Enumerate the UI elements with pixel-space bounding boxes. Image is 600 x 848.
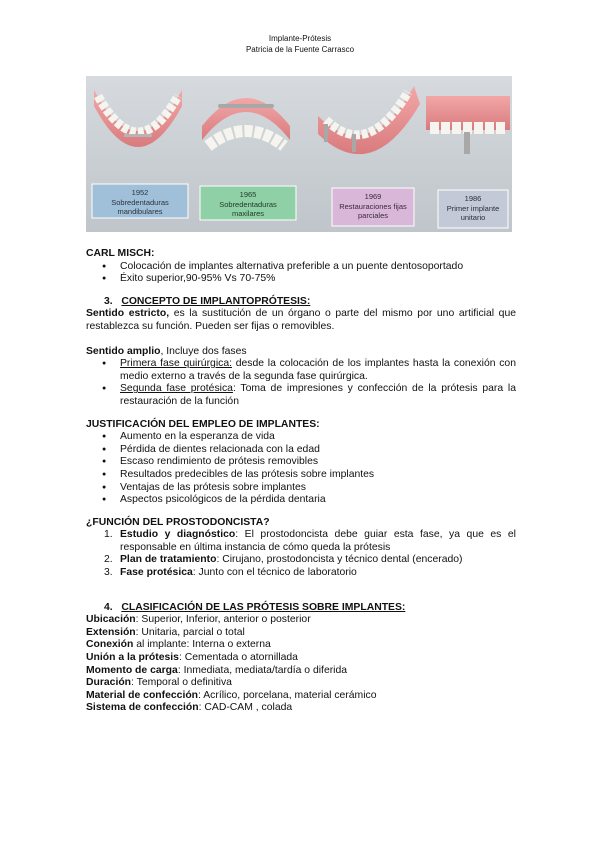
item-label: Fase protésica: [120, 567, 193, 579]
list-item: ● Aumento en la esperanza de vida: [120, 431, 516, 444]
row-text: : Temporal o definitiva: [131, 677, 232, 689]
caption-text: Restauraciones fijas: [339, 202, 407, 211]
header-author: Patricia de la Fuente Carrasco: [245, 45, 355, 54]
list-item: ● Éxito superior,90-95% Vs 70-75%: [120, 273, 516, 286]
row-text: : Inmediata, mediata/tardía o diferida: [177, 664, 348, 676]
strict-sense-text: es la sustitución de un órgano o parte del mismo por uno artificial que restablezca su función. Pueden ser fijas o removibles.: [86, 308, 517, 332]
phase-text: : Toma de impresiones y confección de la prótesis para la restauración de la función: [120, 383, 516, 407]
caption-text: parciales: [357, 211, 389, 220]
caption-text: unitario: [460, 213, 486, 222]
caption-box-1969: [332, 188, 414, 226]
implant-history-figure: [86, 76, 512, 232]
caption-text: Sobredentaduras: [219, 200, 277, 209]
section-title: CONCEPTO DE IMPLANTOPRÓTESIS:: [121, 295, 311, 307]
row-text: : Unitaria, parcial o total: [135, 626, 245, 638]
prosthodontist-list: [86, 529, 516, 579]
row-label: Extensión: [86, 626, 136, 638]
row-label: Sistema de confección: [86, 702, 199, 714]
row-text: : Superior, Inferior, anterior o posterior: [135, 614, 311, 626]
list-item: [120, 358, 516, 383]
classification-row: [86, 639, 516, 652]
misch-title: CARL MISCH:: [86, 248, 155, 259]
caption-text: maxilares: [231, 209, 265, 218]
list-item: [86, 529, 516, 554]
caption-box-1952: [92, 184, 188, 218]
caption-year: 1986: [464, 194, 482, 203]
row-text: : Acrílico, porcelana, material cerámico: [198, 689, 377, 701]
implant-history-illustration: [86, 76, 512, 232]
classification-row: [86, 627, 516, 640]
justification-list: [86, 431, 516, 507]
justification-title: JUSTIFICACIÓN DEL EMPLEO DE IMPLANTES:: [86, 418, 320, 430]
item-text: : El prostodoncista debe guiar esta fase, ya que es el responsable en última instancia de cómo queda la prótesis: [120, 529, 516, 553]
caption-box-1965: [200, 186, 296, 220]
row-label: Material de confección: [86, 689, 199, 701]
phase-label: Segunda fase protésica: [120, 383, 233, 395]
classification-row: [86, 614, 516, 627]
list-item: ● Aspectos psicológicos de la pérdida dentaria: [120, 494, 516, 507]
classification-row: [86, 665, 516, 678]
row-label: Conexión: [86, 639, 134, 651]
caption-text: Primer implante: [446, 204, 500, 213]
list-item: ● Ventajas de las prótesis sobre implantes: [120, 482, 516, 495]
caption-year: 1952: [131, 188, 149, 197]
list-item: ● Pérdida de dientes relacionada con la edad: [120, 444, 516, 457]
phase-label: Primera fase quirúrgica:: [120, 358, 232, 370]
list-item: ● Resultados predecibles de las prótesis sobre implantes: [120, 469, 516, 482]
row-text: : Cementada o atornillada: [178, 652, 298, 664]
misch-list: [86, 261, 516, 286]
broad-sense-text: , Incluye dos fases: [160, 345, 247, 357]
classification-row: [86, 677, 516, 690]
row-text: al implante: Interna o externa: [133, 639, 271, 651]
phase-text: desde la colocación de los implantes hasta la conexión con medio externo a través de la segunda fase quirúrgica.: [120, 358, 516, 382]
broad-sense-label: Sentido amplio: [86, 345, 161, 357]
list-item: ● Escaso rendimiento de prótesis removibles: [120, 456, 516, 469]
caption-year: 1965: [239, 190, 257, 199]
list-item: [120, 383, 516, 408]
row-label: Duración: [86, 677, 132, 689]
caption-box-1986: [438, 190, 508, 228]
list-item: [86, 554, 516, 567]
item-number: 1.: [104, 529, 113, 541]
classification-row: [86, 652, 516, 665]
document-body: [86, 248, 516, 715]
item-label: Estudio y diagnóstico: [120, 529, 236, 541]
list-item: [86, 567, 516, 580]
section-number: 4.: [104, 601, 113, 613]
caption-year: 1969: [364, 192, 382, 201]
section-4-heading: [86, 602, 516, 615]
caption-text: mandibulares: [117, 207, 163, 216]
phases-list: [86, 358, 516, 408]
row-label: Momento de carga: [86, 664, 178, 676]
header-title: Implante-Prótesis: [268, 34, 332, 43]
classification-row: [86, 702, 516, 715]
strict-sense-label: Sentido estricto,: [86, 308, 170, 320]
row-label: Ubicación: [86, 614, 136, 626]
section-title: CLASIFICACIÓN DE LAS PRÓTESIS SOBRE IMPLANTES:: [121, 601, 406, 613]
item-label: Plan de tratamiento: [120, 554, 217, 566]
strict-sense-paragraph: [86, 308, 516, 333]
broad-sense-paragraph: [86, 346, 516, 359]
caption-text: Sobredentaduras: [111, 198, 169, 207]
item-text: : Junto con el técnico de laboratorio: [192, 567, 357, 579]
section-3-heading: [86, 296, 516, 309]
item-number: 3.: [104, 567, 113, 579]
row-text: : CAD-CAM , colada: [198, 702, 293, 714]
prosthodontist-title: ¿FUNCIÓN DEL PROSTODONCISTA?: [86, 516, 270, 528]
page-header: [0, 33, 600, 55]
row-label: Unión a la prótesis: [86, 652, 179, 664]
section-number: 3.: [104, 295, 113, 307]
classification-list: [86, 614, 516, 715]
list-item: ● Colocación de implantes alternativa preferible a un puente dentosoportado: [120, 261, 516, 274]
classification-row: [86, 690, 516, 703]
item-number: 2.: [104, 554, 113, 566]
item-text: : Cirujano, prostodoncista y técnico dental (encerado): [216, 554, 463, 566]
